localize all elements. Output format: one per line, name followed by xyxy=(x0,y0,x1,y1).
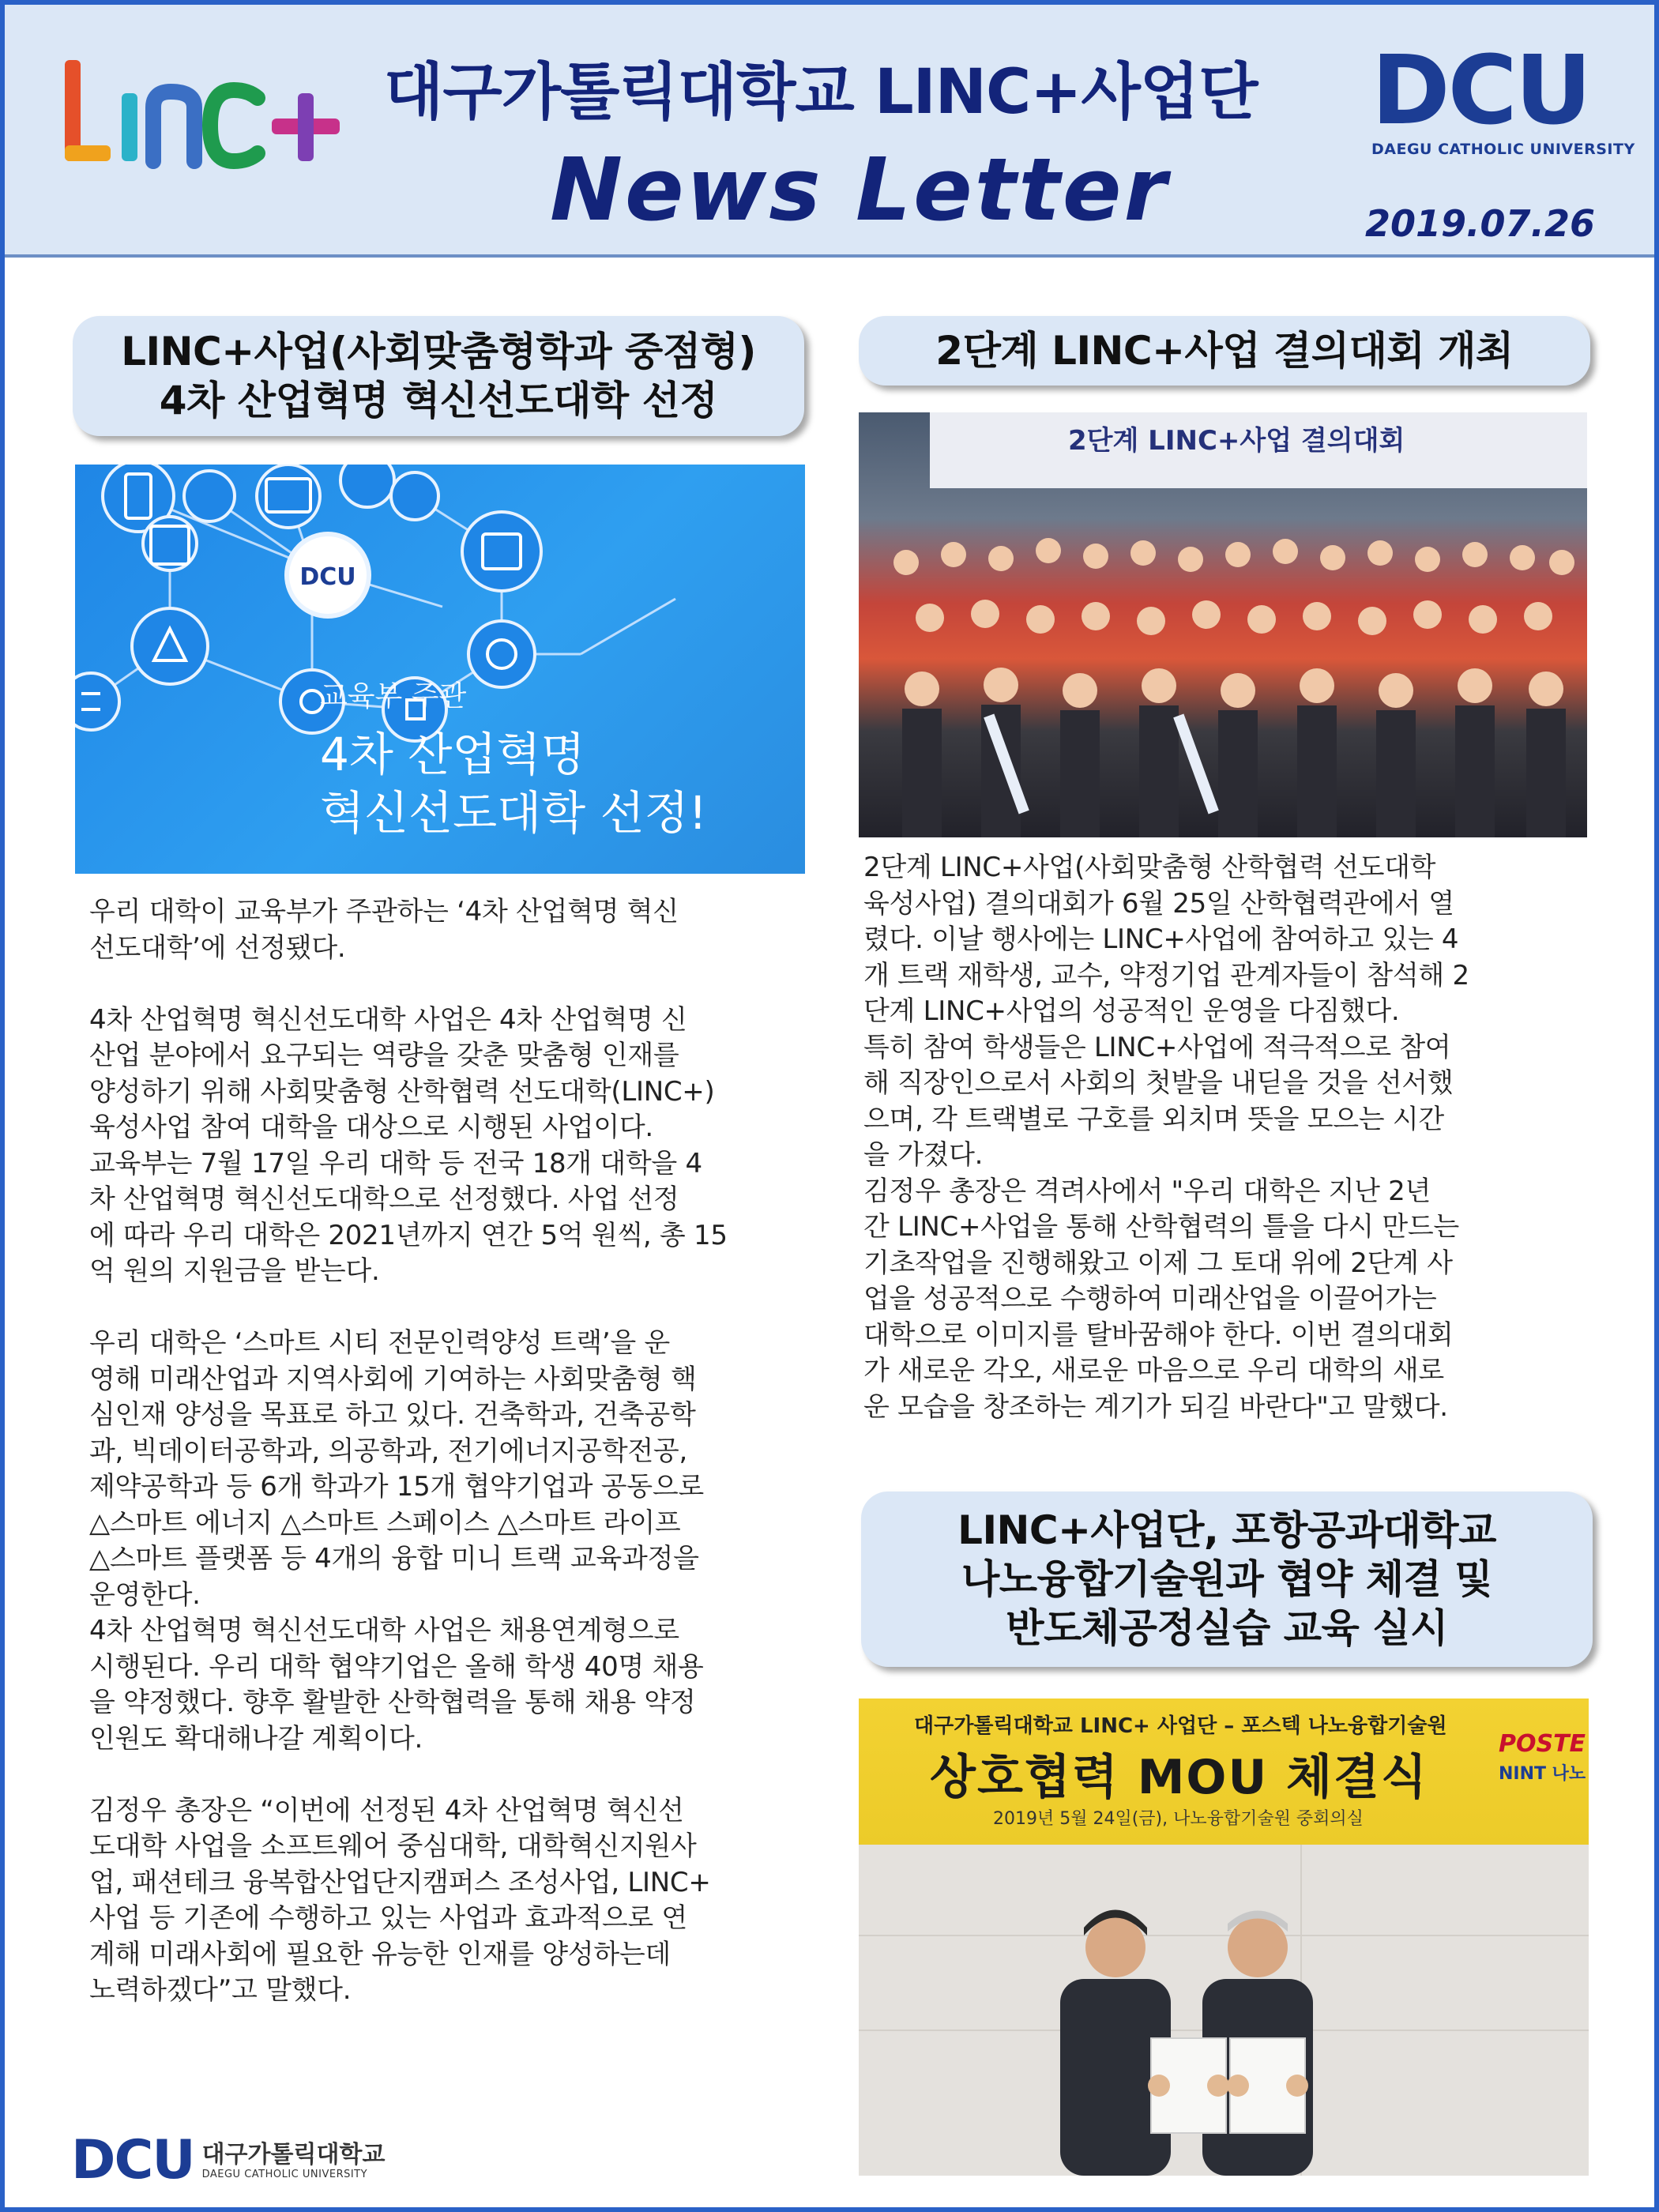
article1-line: 양성하기 위해 사회맞춤형 산학협력 선도대학(LINC+) xyxy=(89,1075,715,1108)
header-title: 대구가톨릭대학교 LINC+사업단 xyxy=(384,57,1258,128)
rally-crowd-graphic xyxy=(859,412,1587,837)
article3-heading-line1: LINC+사업단, 포항공과대학교 xyxy=(957,1507,1496,1553)
article2-line: 육성사업) 결의대회가 6월 25일 산학협력관에서 열 xyxy=(863,887,1454,920)
nint-logo: NINT 나노 xyxy=(1499,1764,1586,1784)
article1-line: 도대학 사업을 소프트웨어 중심대학, 대학혁신지원사 xyxy=(89,1830,697,1862)
mou-banner-top: 대구가톨릭대학교 LINC+ 사업단 – 포스텍 나노융합기술원 xyxy=(914,1714,1447,1738)
article2-line: 운 모습을 창조하는 계기가 되길 바란다"고 말했다. xyxy=(863,1390,1448,1423)
article2-line: 업을 성공적으로 수행하여 미래산업을 이끌어가는 xyxy=(863,1283,1437,1315)
article1-line: 노력하겠다”고 말했다. xyxy=(89,1974,352,2006)
article1-line: 차 산업혁명 혁신선도대학으로 선정했다. 사업 선정 xyxy=(89,1183,679,1215)
article2-line: 2단계 LINC+사업(사회맞춤형 산학협력 선도대학 xyxy=(863,852,1436,883)
article1-line: 인원도 확대해나갈 계획이다. xyxy=(89,1722,423,1755)
postech-logo: POSTE xyxy=(1499,1730,1586,1758)
footer-university-eng: DAEGU CATHOLIC UNIVERSITY xyxy=(201,2168,368,2180)
article1-line: 우리 대학이 교육부가 주관하는 ‘4차 산업혁명 혁신 xyxy=(89,896,679,927)
article1-heading-line2: 4차 산업혁명 혁신선도대학 선정 xyxy=(159,378,718,423)
linc-plus-logo xyxy=(60,52,344,171)
mou-banner-main: 상호협력 MOU 체결식 xyxy=(930,1750,1428,1805)
image-caption-line1: 4차 산업혁명 xyxy=(320,728,585,781)
article2-line: 렸다. 이날 행사에는 LINC+사업에 참여하고 있는 4 xyxy=(863,924,1459,955)
article3-heading xyxy=(861,1492,1593,1667)
newsletter-title: News Letter xyxy=(550,139,1169,240)
article1-line: 억 원의 지원금을 받는다. xyxy=(89,1255,380,1287)
article1-line: 심인재 양성을 목표로 하고 있다. 건축학과, 건축공학 xyxy=(89,1399,696,1431)
article1-heading xyxy=(73,316,804,436)
rally-banner-text: 2단계 LINC+사업 결의대회 xyxy=(1068,425,1405,457)
article1-line: 영해 미래산업과 지역사회에 기여하는 사회맞춤형 핵 xyxy=(89,1363,697,1395)
article2-line: 을 가졌다. xyxy=(863,1139,984,1171)
footer-university xyxy=(202,2142,386,2180)
article2-line: 대학으로 이미지를 탈바꿈해야 한다. 이번 결의대회 xyxy=(863,1319,1454,1351)
footer-dcu: DCU xyxy=(71,2129,194,2191)
image-dcu-mark: DCU xyxy=(299,563,356,591)
article1-line: 시행된다. 우리 대학 협약기업은 올해 학생 40명 채용 xyxy=(89,1650,704,1683)
article1-line: 사업 등 기존에 수행하고 있는 사업과 효과적으로 연 xyxy=(89,1902,687,1934)
article2-heading-text: 2단계 LINC+사업 결의대회 개최 xyxy=(935,328,1514,374)
dcu-logo-word: DCU xyxy=(1371,36,1590,146)
article1-line: 김정우 총장은 “이번에 선정된 4차 산업혁명 혁신선 xyxy=(89,1794,684,1826)
article1-line: 산업 분야에서 요구되는 역량을 갖춘 맞춤형 인재를 xyxy=(89,1040,679,1071)
article2-line: 으며, 각 트랙별로 구호를 외치며 뜻을 모으는 시간 xyxy=(863,1103,1444,1135)
article2-image xyxy=(859,412,1587,837)
article2-line: 개 트랙 재학생, 교수, 약정기업 관계자들이 참석해 2 xyxy=(863,959,1469,991)
newsletter-header xyxy=(5,5,1654,258)
article2-line: 특히 참여 학생들은 LINC+사업에 적극적으로 참여 xyxy=(863,1031,1451,1063)
article3-heading-line2: 나노융합기술원과 협약 체결 및 xyxy=(961,1556,1493,1602)
article1-line: 우리 대학은 ‘스마트 시티 전문인력양성 트랙’을 운 xyxy=(89,1327,670,1359)
article1-line: 선도대학’에 선정됐다. xyxy=(89,931,346,964)
article1-line: 을 약정했다. 향후 활발한 산학협력을 통해 채용 약정 xyxy=(89,1687,696,1718)
article1-line: △스마트 에너지 △스마트 스페이스 △스마트 라이프 xyxy=(89,1507,681,1539)
article1-line: 운영한다. xyxy=(89,1578,201,1611)
article2-line: 기초작업을 진행해왔고 이제 그 토대 위에 2단계 사 xyxy=(863,1247,1453,1279)
article2-line: 간 LINC+사업을 통해 산학협력의 틀을 다시 만드는 xyxy=(863,1211,1459,1243)
article1-line: 계해 미래사회에 필요한 유능한 인재를 양성하는데 xyxy=(89,1938,671,1970)
footer-logo xyxy=(71,2129,386,2191)
image-caption-line2: 혁신선도대학 선정! xyxy=(320,786,707,840)
image-caption-small: 교육부 주관 xyxy=(320,680,467,713)
footer-university-kor: 대구가톨릭대학교 xyxy=(201,2140,386,2169)
issue-date: 2019.07.26 xyxy=(1365,202,1596,245)
article1-line: 과, 빅데이터공학과, 의공학과, 전기에너지공학전공, xyxy=(89,1435,687,1467)
article1-line: 에 따라 우리 대학은 2021년까지 연간 5억 원씩, 총 15 xyxy=(89,1219,728,1251)
article2-line: 김정우 총장은 격려사에서 "우리 대학은 지난 2년 xyxy=(863,1175,1431,1207)
article1-line: 4차 산업혁명 혁신선도대학 사업은 채용연계형으로 xyxy=(89,1615,679,1646)
article2-line: 단계 LINC+사업의 성공적인 운영을 다짐했다. xyxy=(863,995,1400,1027)
article2-body xyxy=(863,850,1582,1425)
article1-line: 교육부는 7월 17일 우리 대학 등 전국 18개 대학을 4 xyxy=(89,1147,702,1179)
mou-ceremony-graphic xyxy=(859,1698,1589,2176)
article2-line: 해 직장인으로서 사회의 첫발을 내딛을 것을 선서했 xyxy=(863,1067,1454,1099)
article1-line: △스마트 플랫폼 등 4개의 융합 미니 트랙 교육과정을 xyxy=(89,1543,699,1574)
article2-line: 가 새로운 각오, 새로운 마음으로 우리 대학의 새로 xyxy=(863,1355,1444,1386)
mou-banner-date: 2019년 5월 24일(금), 나노융합기술원 중회의실 xyxy=(993,1809,1364,1829)
article1-body xyxy=(89,894,802,2009)
dcu-logo-subtitle: DAEGU CATHOLIC UNIVERSITY xyxy=(1371,141,1635,158)
article1-line: 업, 패션테크 융복합산업단지캠퍼스 조성사업, LINC+ xyxy=(89,1866,711,1898)
article1-line: 제약공학과 등 6개 학과가 15개 협약기업과 공동으로 xyxy=(89,1471,704,1503)
article1-image-caption xyxy=(320,674,707,842)
article3-heading-line3: 반도체공정실습 교육 실시 xyxy=(1006,1605,1448,1651)
article3-image xyxy=(859,1698,1589,2176)
article2-heading xyxy=(859,316,1590,386)
article1-line: 육성사업 참여 대학을 대상으로 시행된 사업이다. xyxy=(89,1112,653,1143)
article1-heading-line1: LINC+사업(사회맞춤형학과 중점형) xyxy=(121,329,756,374)
article1-line: 4차 산업혁명 혁신선도대학 사업은 4차 산업혁명 신 xyxy=(89,1003,687,1036)
dcu-logo xyxy=(1371,36,1635,158)
article1-image xyxy=(75,465,805,874)
